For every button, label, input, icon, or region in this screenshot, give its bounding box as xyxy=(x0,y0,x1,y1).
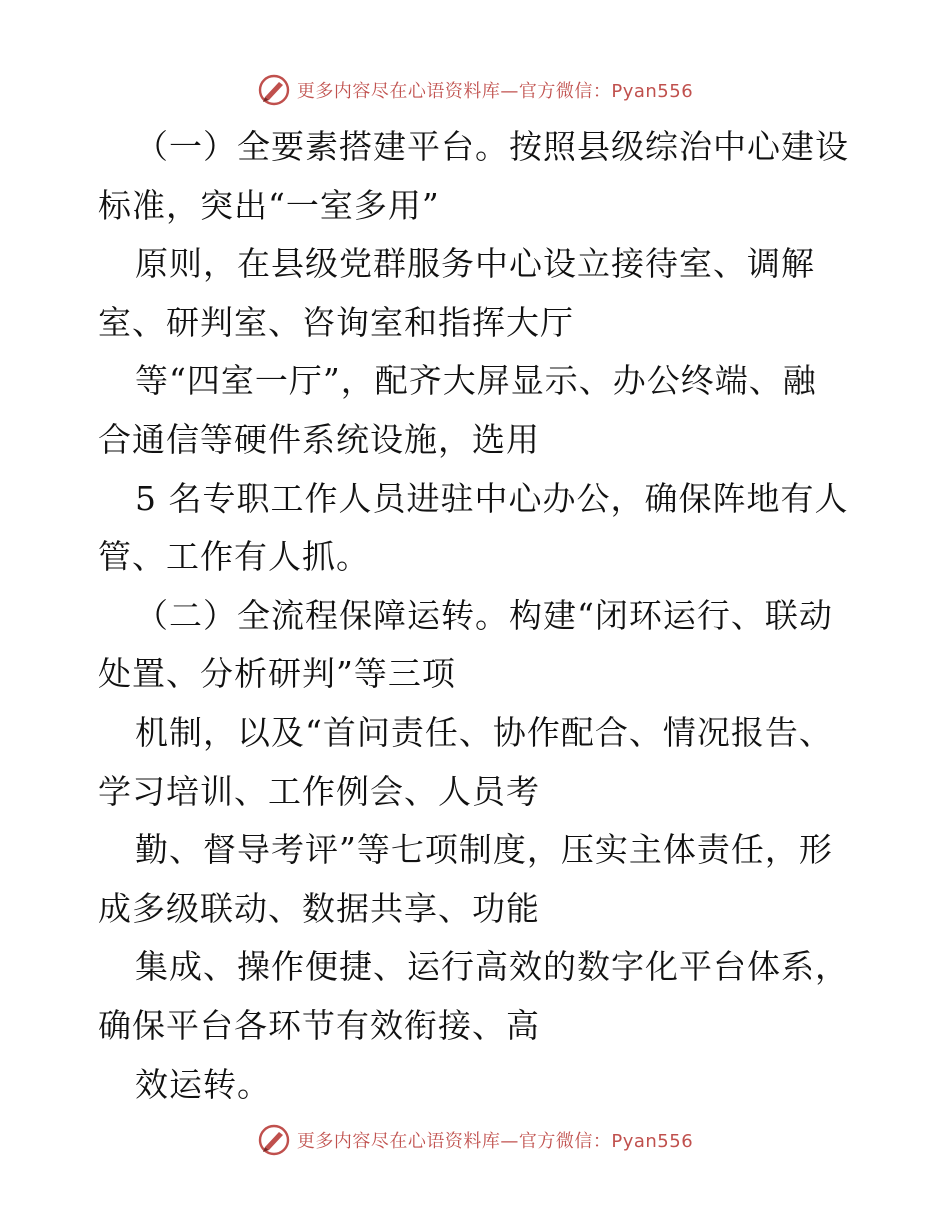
footer-watermark-text: 更多内容尽在心语资料库—官方微信：Pyan556 xyxy=(296,1131,694,1152)
body-text-line: 确保平台各环节有效衔接、高 xyxy=(98,1005,540,1045)
footer-watermark xyxy=(0,1120,950,1160)
pen-seal-icon xyxy=(257,1123,291,1157)
body-text-line: （一）全要素搭建平台。按照县级综治中心建设 xyxy=(135,127,849,166)
header-watermark xyxy=(0,70,950,110)
body-text-line: （二）全流程保障运转。构建“闭环运行、联动 xyxy=(135,595,833,635)
body-text-line: 5 名专职工作人员进驻中心办公，确保阵地有人 xyxy=(135,478,849,518)
body-text-line: 原则，在县级党群服务中心设立接待室、调解 xyxy=(135,244,815,284)
body-text-line: 合通信等硬件系统设施，选用 xyxy=(98,419,540,459)
body-text-line: 管、工作有人抓。 xyxy=(98,537,370,577)
body-text-line: 效运转。 xyxy=(135,1064,271,1104)
body-text-line: 机制，以及“首问责任、协作配合、情况报告、 xyxy=(135,712,833,752)
body-text-line: 室、研判室、咨询室和指挥大厅 xyxy=(98,302,574,342)
pen-seal-icon xyxy=(257,73,291,107)
body-text-line: 等“四室一厅”，配齐大屏显示、办公终端、融 xyxy=(135,361,817,401)
body-text-line: 集成、操作便捷、运行高效的数字化平台体系， xyxy=(135,947,849,987)
body-text-line: 勤、督导考评”等七项制度，压实主体责任，形 xyxy=(135,830,833,870)
document-body xyxy=(98,118,858,1114)
body-text-line: 学习培训、工作例会、人员考 xyxy=(98,771,540,811)
body-text-line: 标准，突出“一室多用” xyxy=(98,185,440,225)
header-watermark-text: 更多内容尽在心语资料库—官方微信：Pyan556 xyxy=(296,81,694,102)
body-text-line: 成多级联动、数据共享、功能 xyxy=(98,888,540,928)
body-text-line: 处置、分析研判”等三项 xyxy=(98,654,456,694)
